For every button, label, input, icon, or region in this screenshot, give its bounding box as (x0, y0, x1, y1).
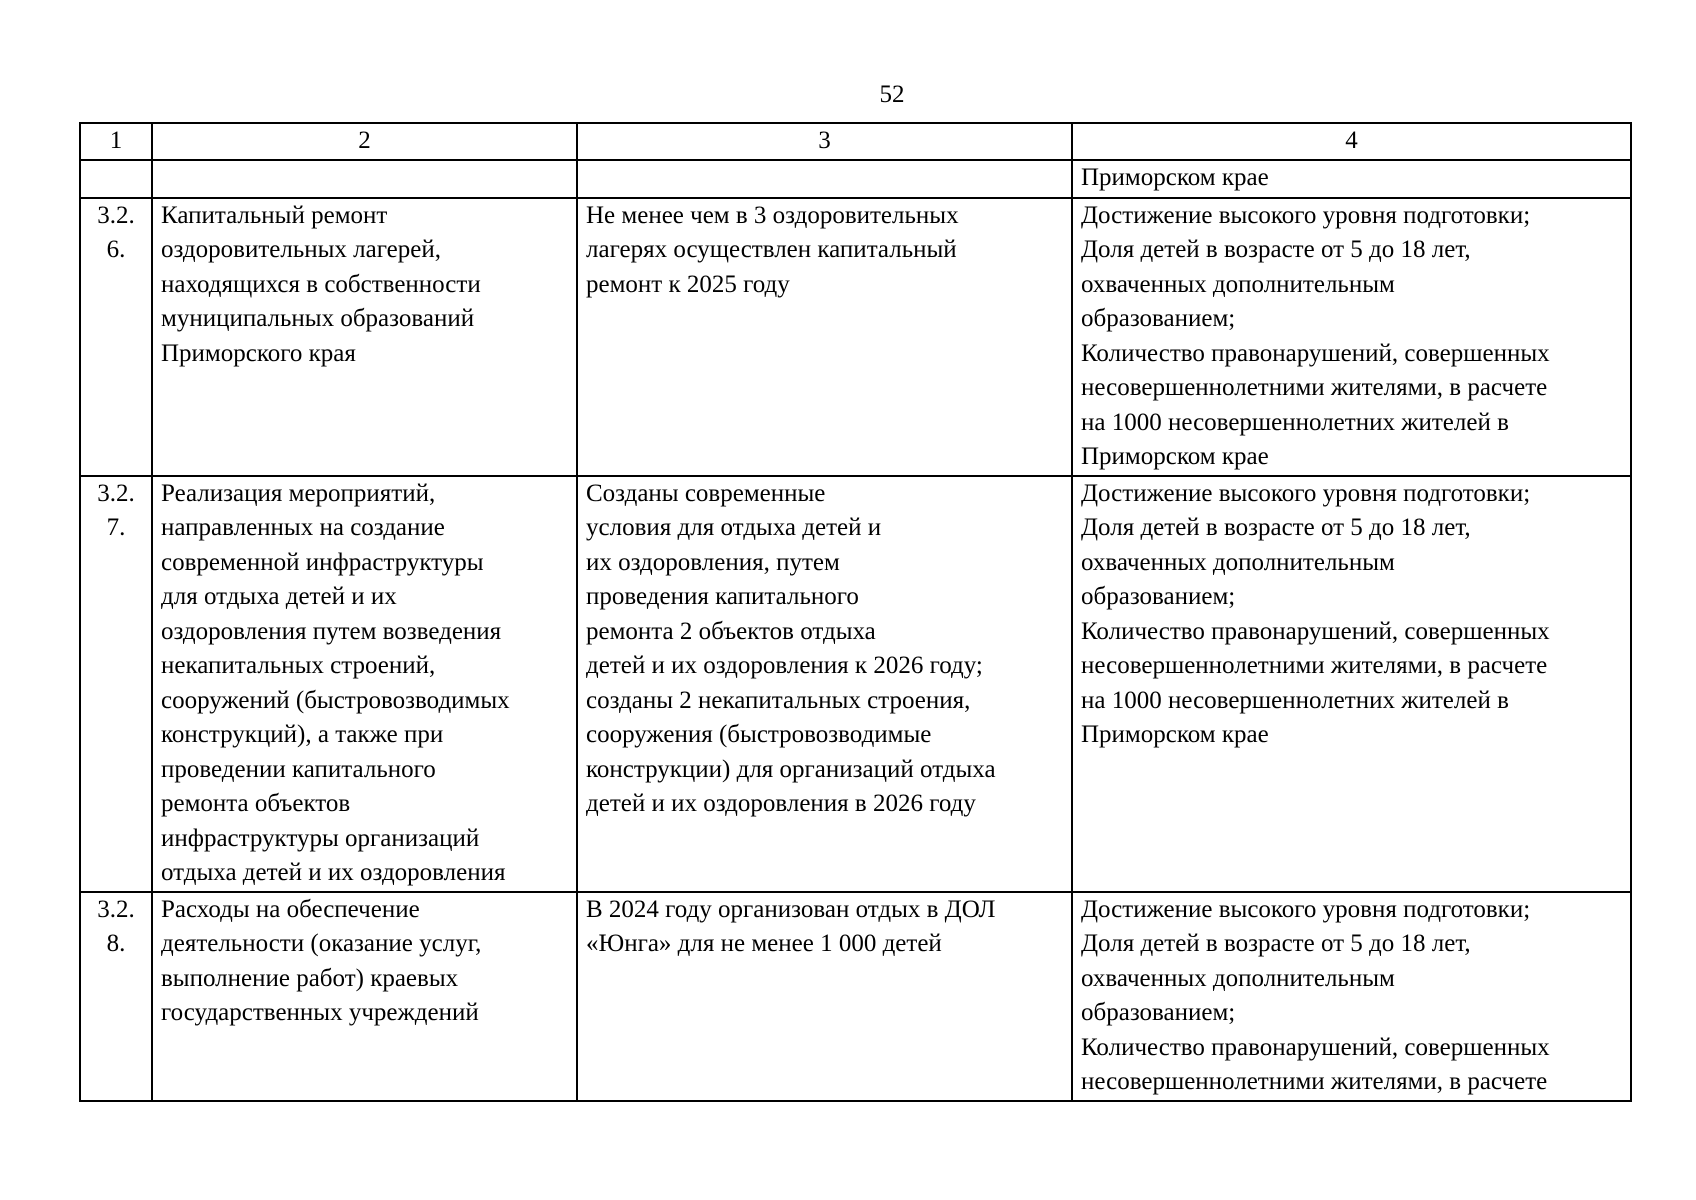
cell-line: Созданы современные (586, 479, 826, 507)
cell-line: несовершеннолетними жителями, в расчете (1081, 1068, 1548, 1095)
cell-line: условия для отдыха детей и (586, 514, 882, 541)
continuation-col4-cell (1072, 160, 1631, 198)
cell-line: конструкций), а также при (161, 721, 444, 748)
cell-line: оздоровления путем возведения (161, 617, 502, 645)
cell-line: ремонт к 2025 году (586, 270, 790, 298)
cell-line: В 2024 году организован отдых в ДОЛ (586, 895, 996, 923)
table-row (80, 198, 1631, 476)
cell-line: Количество правонарушений, совершенных (1081, 1033, 1550, 1061)
row-number-line: 3.2. (97, 201, 135, 229)
cell-line: на 1000 несовершеннолетних жителей в (1081, 408, 1509, 436)
cell-line: оздоровительных лагерей, (161, 236, 441, 263)
program-table (79, 122, 1632, 1102)
cell-line: образованием; (1081, 305, 1236, 332)
indicator-link-cell (1072, 892, 1631, 1101)
expected-result-cell (577, 476, 1072, 892)
cell-line: находящихся в собственности (161, 270, 481, 298)
row-number-cell (80, 892, 152, 1101)
cell-line: Приморском крае (1081, 443, 1269, 470)
indicator-link-cell (1072, 198, 1631, 476)
cell-line: лагерях осуществлен капитальный (586, 236, 957, 263)
cell-line: ремонта объектов (161, 790, 351, 817)
cell-line: детей и их оздоровления к 2026 году; (586, 652, 983, 679)
column-number-4: 4 (1072, 123, 1631, 160)
cell-line: образованием; (1081, 583, 1236, 610)
indicator-link-cell (1072, 476, 1631, 892)
cell-line: Достижение высокого уровня подготовки; (1081, 201, 1531, 229)
column-number-3: 3 (577, 123, 1072, 160)
cell-line: «Юнга» для не менее 1 000 детей (586, 930, 942, 957)
cell-line: образованием; (1081, 999, 1236, 1026)
cell-line: созданы 2 некапитальных строения, (586, 686, 971, 714)
cell-line: Приморского края (161, 339, 356, 367)
cell-line: Капитальный ремонт (161, 201, 388, 229)
cell-line: на 1000 несовершеннолетних жителей в (1081, 686, 1509, 714)
cell-line: Доля детей в возрасте от 5 до 18 лет, (1081, 236, 1471, 263)
cell-line: проведения капитального (586, 583, 859, 610)
cell-line: отдыха детей и их оздоровления (161, 859, 506, 886)
cell-line: несовершеннолетними жителями, в расчете (1081, 374, 1548, 401)
cell-line: сооружений (быстровозводимых (161, 686, 510, 714)
measure-name-cell (152, 476, 577, 892)
cell-line: охваченных дополнительным (1081, 964, 1395, 992)
cell-line: Реализация мероприятий, (161, 479, 436, 507)
continuation-col3-cell (577, 160, 1072, 198)
cell-line: конструкции) для организаций отдыха (586, 755, 996, 783)
cell-line: для отдыха детей и их (161, 583, 397, 610)
continuation-row (80, 160, 1631, 198)
cell-line: сооружения (быстровозводимые (586, 721, 932, 748)
row-number-line: 7. (106, 514, 126, 541)
continuation-col2-cell (152, 160, 577, 198)
cell-line: Расходы на обеспечение (161, 895, 420, 923)
table-row (80, 892, 1631, 1101)
cell-line: направленных на создание (161, 514, 445, 541)
row-number-line: 6. (106, 236, 126, 263)
row-number-cell (80, 198, 152, 476)
cell-line: детей и их оздоровления в 2026 году (586, 790, 976, 817)
row-number-line: 3.2. (97, 479, 135, 507)
cell-line: Не менее чем в 3 оздоровительных (586, 201, 959, 229)
cell-line: проведении капитального (161, 755, 436, 783)
cell-line: некапитальных строений, (161, 652, 436, 679)
measure-name-cell (152, 892, 577, 1101)
measure-name-cell (152, 198, 577, 476)
cell-line: Количество правонарушений, совершенных (1081, 617, 1550, 645)
column-number-2: 2 (152, 123, 577, 160)
page-number: 52 (879, 81, 905, 108)
cell-line: инфраструктуры организаций (161, 824, 480, 852)
row-number-line: 3.2. (97, 895, 135, 923)
cell-line: муниципальных образований (161, 305, 475, 332)
cell-line: Доля детей в возрасте от 5 до 18 лет, (1081, 514, 1471, 541)
cell-line: деятельности (оказание услуг, (161, 930, 482, 957)
cell-line: охваченных дополнительным (1081, 270, 1395, 298)
cell-line: Достижение высокого уровня подготовки; (1081, 895, 1531, 923)
column-number-1: 1 (80, 123, 152, 160)
cell-line: охваченных дополнительным (1081, 548, 1395, 576)
cell-line: несовершеннолетними жителями, в расчете (1081, 652, 1548, 679)
cell-line: выполнение работ) краевых (161, 964, 459, 992)
continuation-num-cell (80, 160, 152, 198)
cell-line: государственных учреждений (161, 999, 479, 1026)
row-number-cell (80, 476, 152, 892)
cell-line: Достижение высокого уровня подготовки; (1081, 479, 1531, 507)
column-number-row (80, 123, 1631, 160)
cell-line: Доля детей в возрасте от 5 до 18 лет, (1081, 930, 1471, 957)
cell-line: их оздоровления, путем (586, 548, 840, 576)
row-number-line: 8. (106, 930, 126, 957)
table-row (80, 476, 1631, 892)
expected-result-cell (577, 892, 1072, 1101)
cell-line: Приморском крае (1081, 721, 1269, 748)
cell-line: ремонта 2 объектов отдыха (586, 617, 876, 645)
cell-line: современной инфраструктуры (161, 548, 484, 576)
cell-line: Количество правонарушений, совершенных (1081, 339, 1550, 367)
expected-result-cell (577, 198, 1072, 476)
cell-line: Приморском крае (1081, 163, 1269, 191)
